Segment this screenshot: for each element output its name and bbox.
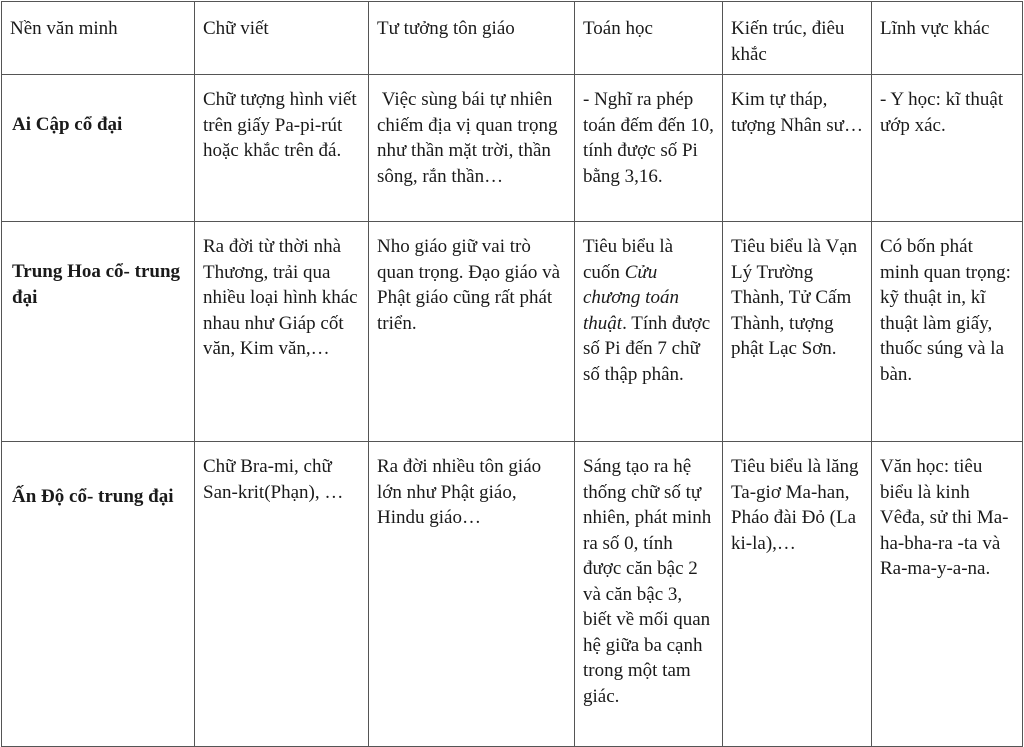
writing-cell: Chữ tượng hình viết trên giấy Pa-pi-rút hoặc khắc trên đá. bbox=[195, 75, 369, 222]
civilization-name: Trung Hoa cổ- trung đại bbox=[2, 222, 195, 442]
architecture-cell: Tiêu biểu là lăng Ta-giơ Ma-han, Pháo đài Đỏ (La ki-la),… bbox=[723, 442, 872, 747]
book-title: Cửu chương toán thuật bbox=[583, 261, 679, 334]
header-civilization: Nền văn minh bbox=[2, 2, 195, 75]
religion-cell: Nho giáo giữ vai trò quan trọng. Đạo giáo và Phật giáo cũng rất phát triển. bbox=[369, 222, 575, 442]
other-cell: Có bốn phát minh quan trọng: kỹ thuật in, kĩ thuật làm giấy, thuốc súng và la bàn. bbox=[872, 222, 1023, 442]
civilizations-table bbox=[1, 1, 1023, 747]
writing-cell: Ra đời từ thời nhà Thương, trải qua nhiều loại hình khác nhau như Giáp cốt văn, Kim văn,… bbox=[195, 222, 369, 442]
math-cell: Sáng tạo ra hệ thống chữ số tự nhiên, phát minh ra số 0, tính được căn bậc 2 và căn bậc 3, biết về mối quan hệ giữa ba cạnh trong một tam giác. bbox=[575, 442, 723, 747]
math-text-after: . Tính được số Pi đến 7 chữ số thập phân. bbox=[583, 312, 711, 385]
other-cell: Văn học: tiêu biểu là kinh Vêđa, sử thi Ma-ha-bha-ra -ta và Ra-ma-y-a-na. bbox=[872, 442, 1023, 747]
table-header-row bbox=[2, 2, 1023, 75]
architecture-cell: Kim tự tháp, tượng Nhân sư… bbox=[723, 75, 872, 222]
civilization-name: Ai Cập cổ đại bbox=[2, 75, 195, 222]
religion-cell: Ra đời nhiều tôn giáo lớn như Phật giáo, Hindu giáo… bbox=[369, 442, 575, 747]
architecture-cell: Tiêu biểu là Vạn Lý Trường Thành, Tử Cấm Thành, tượng phật Lạc Sơn. bbox=[723, 222, 872, 442]
header-other: Lĩnh vực khác bbox=[872, 2, 1023, 75]
civilization-name: Ấn Độ cổ- trung đại bbox=[2, 442, 195, 747]
math-cell bbox=[575, 222, 723, 442]
math-text-before: Tiêu biểu là cuốn bbox=[583, 236, 674, 283]
header-math: Toán học bbox=[575, 2, 723, 75]
header-writing: Chữ viết bbox=[195, 2, 369, 75]
writing-cell: Chữ Bra-mi, chữ San-krit(Phạn), … bbox=[195, 442, 369, 747]
header-religion: Tư tưởng tôn giáo bbox=[369, 2, 575, 75]
table-row-india bbox=[2, 442, 1023, 747]
table-row-china bbox=[2, 222, 1023, 442]
religion-cell: Việc sùng bái tự nhiên chiếm địa vị quan trọng như thần mặt trời, thần sông, rắn thần… bbox=[369, 75, 575, 222]
math-cell: - Nghĩ ra phép toán đếm đến 10, tính được số Pi bằng 3,16. bbox=[575, 75, 723, 222]
other-cell: - Y học: kĩ thuật ướp xác. bbox=[872, 75, 1023, 222]
header-architecture: Kiến trúc, điêu khắc bbox=[723, 2, 872, 75]
table-row-egypt bbox=[2, 75, 1023, 222]
